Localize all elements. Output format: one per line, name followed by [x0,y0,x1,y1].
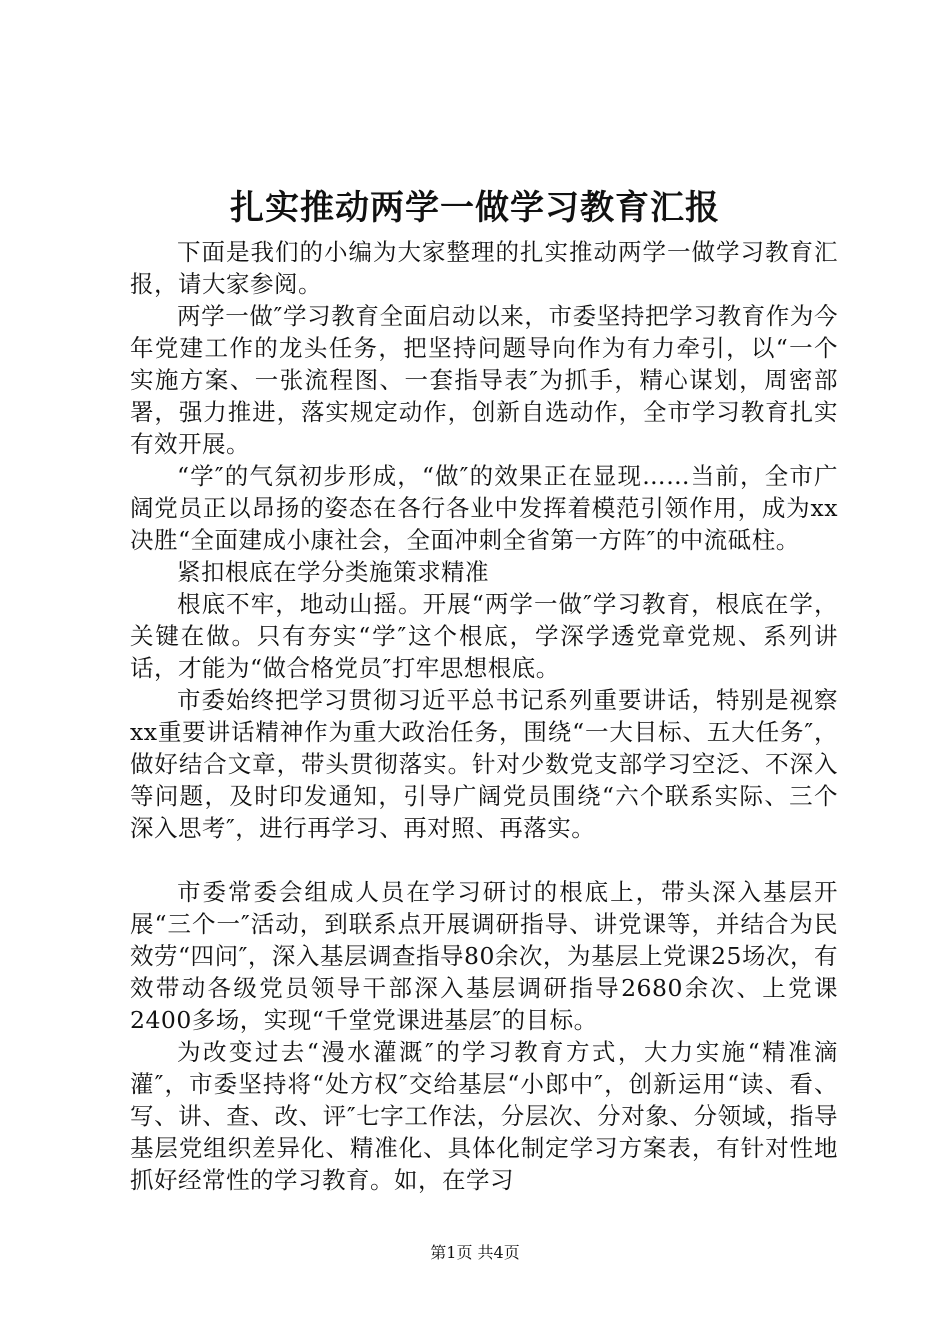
paragraph: 为改变过去“漫水灌溉″的学习教育方式，大力实施“精准滴灌″，市委坚持将“处方权″交给基层“小郎中″，创新运用“读、看、写、讲、查、改、评″七字工作法，分层次、分对象、分领域，指导基层党组织差异化、精准化、具体化制定学习方案表，有针对性地抓好经常性的学习教育。如，在学习 [130,1038,838,1194]
paragraph: 根底不牢，地动山摇。开展“两学一做″学习教育，根底在学，关键在做。只有夯实“学″这个根底，学深学透党章党规、系列讲话，才能为“做合格党员″打牢思想根底。 [130,590,838,682]
section-heading: 紧扣根底在学分类施策求精准 [177,558,489,586]
page-footer: 第1页 共4页 [430,1243,520,1262]
document-title: 扎实推动两学一做学习教育汇报 [230,188,720,228]
paragraph-spacer [130,844,838,876]
paragraph: 两学一做″学习教育全面启动以来，市委坚持把学习教育作为今年党建工作的龙头任务，把坚持问题导向作为有力牵引，以“一个实施方案、一张流程图、一套指导表″为抓手，精心谋划，周密部署，强力推进，落实规定动作，创新自选动作，全市学习教育扎实有效开展。 [130,302,838,458]
document-body [130,236,838,1196]
paragraph: 下面是我们的小编为大家整理的扎实推动两学一做学习教育汇报，请大家参阅。 [130,238,838,298]
paragraph: 市委常委会组成人员在学习研讨的根底上，带头深入基层开展“三个一″活动，到联系点开展调研指导、讲党课等，并结合为民效劳“四问″，深入基层调查指导80余次，为基层上党课25场次，有效带动各级党员领导干部深入基层调研指导2680余次、上党课2400多场，实现“千堂党课进基层″的目标。 [130,878,838,1034]
paragraph: 市委始终把学习贯彻习近平总书记系列重要讲话，特别是视察xx重要讲话精神作为重大政治任务，围绕“一大目标、五大任务″，做好结合文章，带头贯彻落实。针对少数党支部学习空泛、不深入等问题，及时印发通知，引导广阔党员围绕“六个联系实际、三个深入思考″，进行再学习、再对照、再落实。 [130,686,838,842]
paragraph: “学″的气氛初步形成，“做″的效果正在显现……当前，全市广阔党员正以昂扬的姿态在各行各业中发挥着模范引领作用，成为xx决胜“全面建成小康社会，全面冲刺全省第一方阵″的中流砥柱。 [130,462,838,554]
